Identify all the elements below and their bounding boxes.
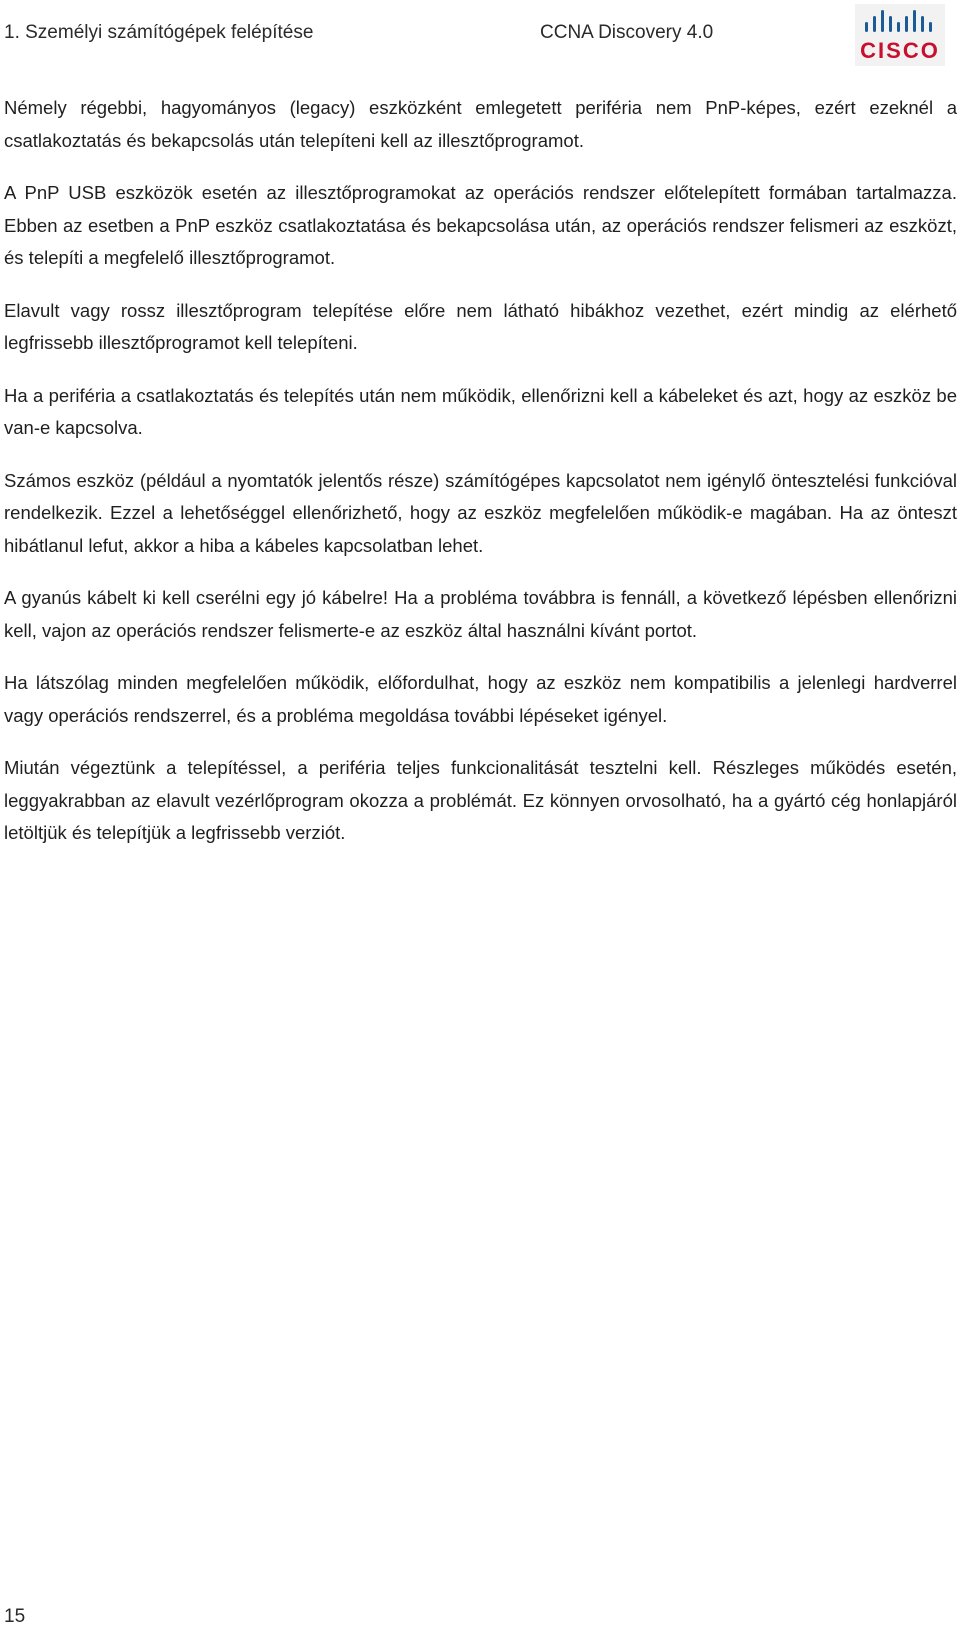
page-number: 15 [4, 1606, 26, 1627]
paragraph: Némely régebbi, hagyományos (legacy) eszközként emlegetett periféria nem PnP-képes, ezért ezeknél a csatlakoztatás és bekapcsolás után telepíteni kell az illesztőprogramot. [4, 97, 957, 151]
paragraph: A gyanús kábelt ki kell cserélni egy jó kábelre! Ha a probléma továbbra is fennáll, a következő lépésben ellenőrizni kell, vajon az operációs rendszer felismerte-e az eszköz által használni kívánt portot. [4, 587, 957, 641]
course-title: CCNA Discovery 4.0 [540, 22, 714, 43]
chapter-title: 1. Személyi számítógépek felépítése [4, 22, 314, 43]
body-text [4, 92, 957, 870]
paragraph: Számos eszköz (például a nyomtatók jelentős része) számítógépes kapcsolatot nem igénylő öntesztelési funkcióval rendelkezik. Ezzel a lehetőséggel ellenőrizhető, hogy az eszköz megfelelően működik-e magában. Ha az önteszt hibátlanul lefut, akkor a hiba a kábeles kapcsolatban lehet. [4, 469, 957, 556]
paragraph: Miután végeztünk a telepítéssel, a periféria teljes funkcionalitását tesztelni kell. Részleges működés esetén, leggyakrabban az elavult vezérlőprogram okozza a problémát. Ez könnyen orvosolható, ha a gyártó cég honlapjáról letöltjük és telepítjük a legfrissebb verziót. [4, 757, 957, 843]
cisco-logo [855, 4, 945, 66]
paragraph: Elavult vagy rossz illesztőprogram telepítése előre nem látható hibákhoz vezethet, ezért mindig az elérhető legfrissebb illesztőprogramot kell telepíteni. [4, 299, 957, 353]
paragraph: A PnP USB eszközök esetén az illesztőprogramokat az operációs rendszer előtelepített formában tartalmazza. Ebben az esetben a PnP eszköz csatlakoztatása és bekapcsolása után, az operációs rendszer felismeri az eszközt, és telepíti a megfelelő illesztőprogramot. [4, 182, 957, 268]
paragraph: Ha látszólag minden megfelelően működik, előfordulhat, hogy az eszköz nem kompatibilis a jelenlegi hardverrel vagy operációs rendszerrel, és a probléma megoldása további lépéseket igényel. [4, 672, 957, 726]
paragraph: Ha a periféria a csatlakoztatás és telepítés után nem működik, ellenőrizni kell a kábeleket és azt, hogy az eszköz be van-e kapcsolva. [4, 384, 957, 438]
cisco-bars-icon [855, 4, 945, 38]
page-header [0, 0, 960, 70]
cisco-wordmark: CISCO [860, 38, 940, 63]
